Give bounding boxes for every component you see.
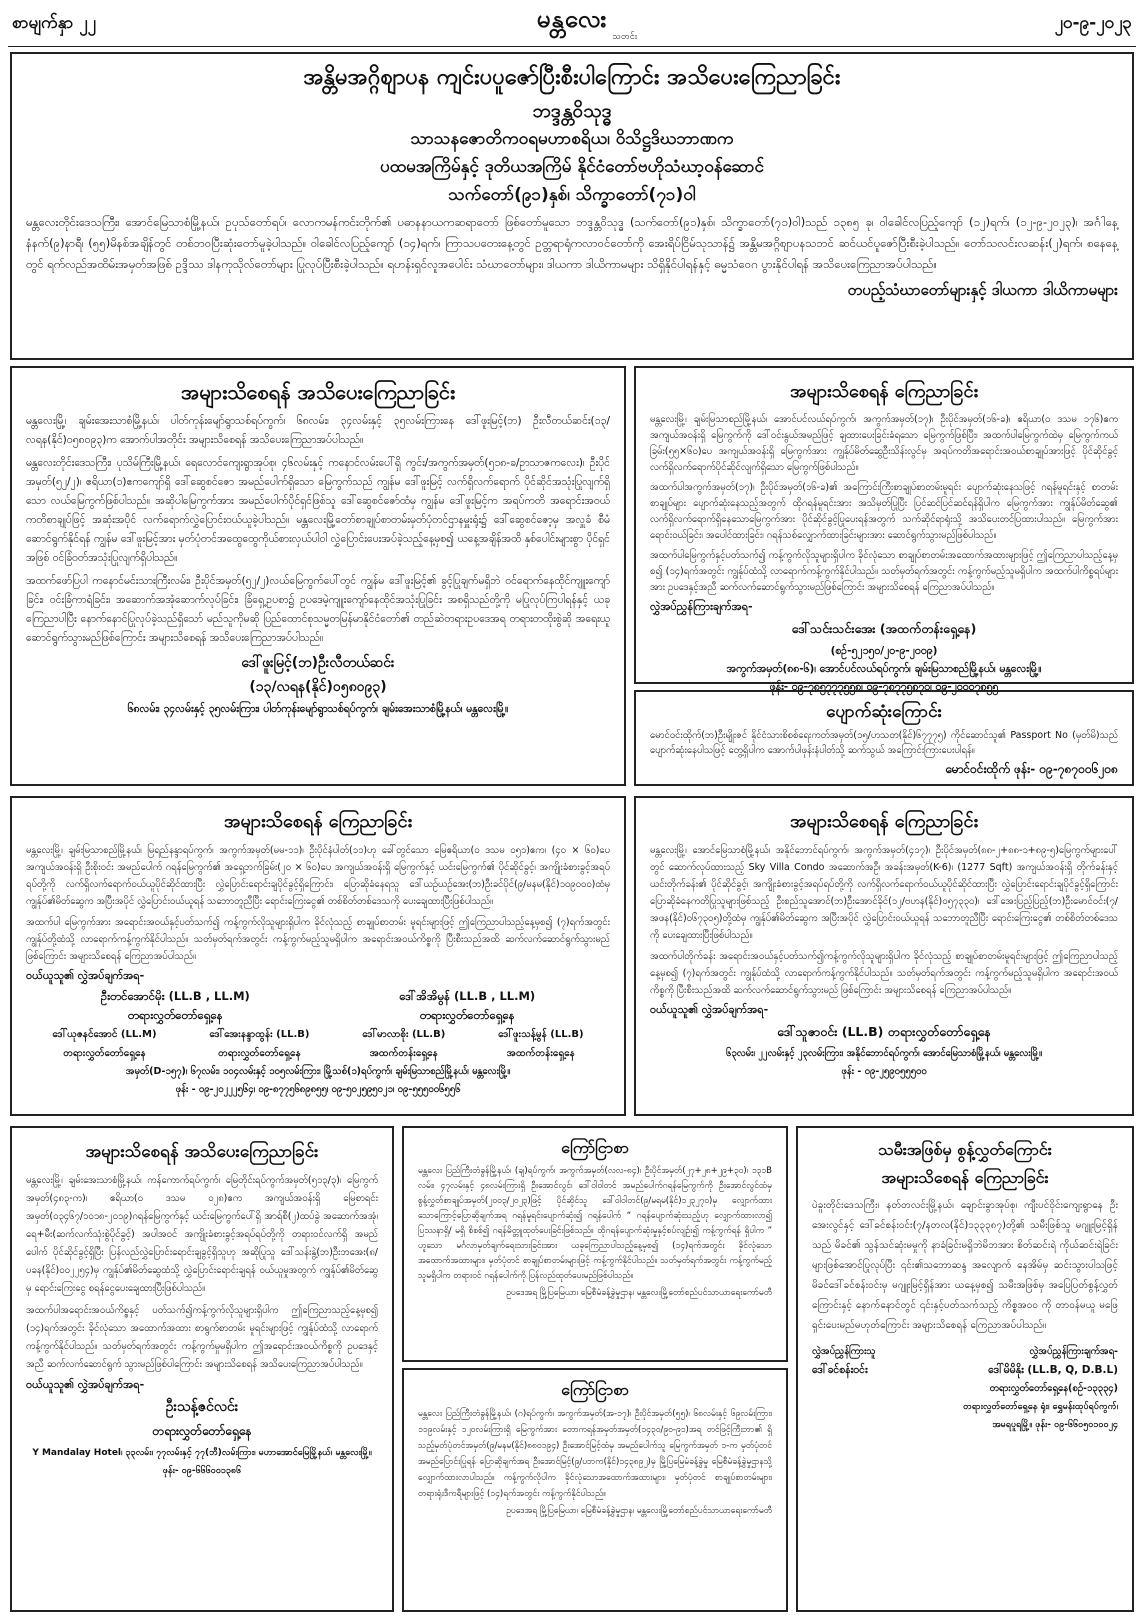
- notice-paragraph: ပဲခူးတိုင်းဒေသကြီး၊ နတ်တလင်းမြို့နယ်၊ ချောင်းခွာအုပ်စု၊ ကျီးပင်ဝိုင်းကျေးရွာနေ ဦးအေးလွင်နှင့် ဒေါ်ခင်စန်းဝင်း(၇/နတလ(နိုင်)၁၃၃၃၈၇)တို့၏ သမီးဖြစ်သူ မဂျူးမြင့်ရှိန်သည် မိခင်၏ သွန်သင်ဆုံးမမှုကို နာခံခြင်းမရှိဘဲမိဘအား စိတ်ဆင်းရဲ ကိုယ်ဆင်းရဲခြင်းများဖြစ်အောင်ပြုလုပ်ပြီး ၎င်း၏သဘောဆန္ဒ အလျောက် နေအိမ်မှ ဆင်းသွားပါသဖြင့် မိခင်ဒေါ်ခင်စန်းဝင်းမှ မဂျူးမြင့်ရှိန်အား ယနေ့မှစ၍ သမီးအဖြစ်မှ အပြေပြတ်စွန့်လွှတ် ကြောင်းနှင့် နောက်နောင်တွင် ၎င်းနှင့်ပတ်သက်သည့် ကိစ္စအဝဝ ကို တာဝန်မယူ မဖြေရှင်းပေးမည်မဟုတ်ကြောင်း အများသိစေရန် ကြေညာအပ်ပါသည်။: [812, 1200, 1118, 1331]
- lawyer-entry: [52, 1025, 156, 1063]
- office-address: အမှတ်(D-၁၅၇)၊ ၆၇လမ်း၊ ၁၀၄လမ်းနှင့် ၁၀၅လမ်းကြား၊ မြို့သစ်(၁)ရပ်ကွက်၊ ချမ်းမြသာစည်မြို့နယ်၊ မန္တလေးမြို့။: [125, 1066, 511, 1077]
- notice-paragraph: အထက်ပါတိုက်ခန်း အရောင်းအဝယ်နှင့်ပတ်သက်၍ကန့်ကွက်လိုသူများရှိပါက ခိုင်လုံသည့် စာချုပ်စာတမ်းမူရင်းများဖြင့် ဤကြေညာပါသည့်နေ့မှစ၍ (၇)ရက်အတွင်း ကျွန်ုပ်ထံသို့ လာရောက်ကန့်ကွက်နိုင်ပါသည်။ သတ်မှတ်ရက်အတွင်း ကန့်ကွက်မည့်သူမရှိပါက အရောင်းအဝယ်ကိစ္စကို ပြီးစီးသည်အထိ ဆက်လက်ဆောင်ရွက်သွားမည် ဖြစ်ကြောင်း အများသိစေရန် ကြေညာအပ်ပါသည်။: [650, 951, 1118, 996]
- lawyer-role: တရားလွှတ်တော်ရှေ့နေ: [218, 1048, 301, 1059]
- signatory-nrc: (၁၃/လရန(နိုင်)၀၅၈၀၉၃): [249, 679, 387, 695]
- notice-paragraph: မောင်ဝင်းထိုက်(ဘ)ဦးမျိုးဇင် နိုင်ငံသားစိစစ်ရေးကတ်အမှတ်(၁၅/ဟသတ(နိုင်)၆၇၇၇၅) ကိုင်ဆောင်သူ၏ Passport No (မှတ်မိ)သည် ပျောက်ဆုံးနေပါသဖြင့် တွေ့ရှိပါက အောက်ပါဖုန်းနံပါတ်သို့ ဆက်သွယ် အကြောင်းကြားပေးပါရန်။: [650, 730, 1118, 756]
- notice-paragraph: မန္တလေးမြို့၊ ချမ်းအေးသာစံမြို့နယ်၊ ပါတ်ကုန်းမျော်ရွာသစ်ရပ်ကွက်၊ ၆၈လမ်း၊ ၃၄လမ်းနှင့် ၃၅လမ်းကြားနေ ဒေါ်ဖူးမြင့်(ဘ) ဦးလီတယ်ဆင်း(၁၃/လရန(နိုင်)၀၅၈၀၉၃)က အောက်ပါအတိုင်း အများသိစေရန် အသိပေးကြေညာအပ်ပါသည်။: [26, 415, 610, 446]
- advert-footer: ဥပဒေအရ မြို့ပြမြေယာ၊ မြေစီမံခန့်ခွဲမှုဌာန၊ မန္တလေးမြို့တော်စည်ပင်သာယာရေးကော်မတီ: [506, 1288, 772, 1298]
- page-number: စာမျက်နှာ ၂၂: [12, 13, 96, 33]
- lawyer-name: ဦးတင်အောင်မိုး (LL.B , LL.M): [100, 989, 250, 1003]
- notice-paragraph: အထက်ပါအရောင်းအဝယ်ကိစ္စနှင့် ပတ်သက်၍ကန့်ကွက်လိုသူများရှိပါက ဤကြေညာသည့်နေ့မှစ၍ (၁၄)ရက်အတွင်း ခိုင်လုံသော အထောက်အထား စာရွက်စာတမ်း မူရင်းများဖြင့် ကျွန်ုပ်ထံသို့ လာရောက်ကန့်ကွက်နိုင်ပါသည်။ သတ်မှတ်ရက်အတွင်း ကန့်ကွက်မှုမရှိပါက ဤအရောင်းအဝယ်ကိစ္စကို ဥပဒေနှင့်အညီ ဆက်လက်ဆောင်ရွက် သွားမည်ဖြစ်ပါကြောင်း အများသိစေရန် အသိပေးကြေညာအပ်ပါသည်။: [26, 1305, 378, 1370]
- lawyer-role: တရားလွှတ်တော်ရှေ့နေ: [63, 1048, 146, 1059]
- funeral-signature: တပည့်သံဃာတော်များနှင့် ဒါယကာ ဒါယိကာမများ: [847, 281, 1118, 299]
- lawyer-entry: [101, 987, 250, 1025]
- page-date: ၂၀-၉-၂၀၂၃: [1054, 13, 1132, 33]
- notice-title: သမီးအဖြစ်မှ စွန့်လွှတ်ကြောင်း: [878, 1140, 1052, 1159]
- notice-title: အများသိစေရန် အသိပေးကြေညာခြင်း: [180, 380, 456, 404]
- advert-title: ကြော်ငြာစာ: [561, 1138, 629, 1157]
- funeral-body: မန္တလေးတိုင်းဒေသကြီး၊ အောင်မြေသာစံမြို့နယ်၊ ဥပုသ်တော်ရပ်၊ လောကမန်ကင်းတိုက်၏ ပဓာနနာယကဆရာတော် ဖြစ်တော်မူသော ဘဒ္ဒန္တဝိသုဒ္ဓ (သက်တော်(၉၁)နှစ်၊ သိက္ခာတော်(၇၁)ဝါ)သည် ၁၃၈၅ ခု၊ ဝါခေါင်လပြည့်ကျော် (၁၂)ရက်၊ (၁၂-၉-၂၀၂၃)၊ အင်္ဂါနေ့ နံနက်(၉)နာရီ၊ (၅၅)မိနစ်အချိန်တွင် တစ်ဘဝပြီးဆုံးတော်မူခဲ့ပါသည်။ ဝါခေါင်လပြည့်ကျော် (၁၄)ရက်၊ ကြာသပတေးနေ့တွင် ဥတ္တရာရုံကလာဝင်တော်ကို အေးရိပ်ငြိမ်သုသာန်၌ အန္တိမအဂ္ဂိစျာပနသဘင် ဆင်ယင်ပူဇော်ပြီးစီးခဲ့ပါသည်။ တော်သလင်းလဆန်း(၂)ရက်၊ စနေနေ့တွင် ရက်လည်အထိမ်းအမှတ်အဖြစ် ဥဒ္ဒိဿ ဒါနကုသိုလ်တော်များ ပြုလုပ်ပြီးစီးခဲ့ပါသည်။ ရဟန်းရှင်လူအပေါင်း သံဃာတော်များ၊ ဒါယကာ ဒါယိကာမများ သိရှိနိုင်ပါရန်နှင့် ဓမ္မသံဝေဂ ပွားနိုင်ပါရန် အသိပေးကြေညာအပ်ပါသည်။: [26, 215, 1118, 271]
- notice-title: အများသိစေရန် ကြေညာခြင်း: [789, 811, 979, 832]
- lawyer-role: တရားလွှတ်တော်ရှေ့နေ: [419, 1008, 515, 1022]
- notice-disown-daughter: [796, 1126, 1134, 1612]
- notice-paragraph: အထက်ပါအကွက်အမှတ်(၁၇)၊ ဦးပိုင်အမှတ်(၁၆-ခ)၏ အကြောင်းကြီးစာချုပ်စာတမ်းမူရင်း ပျောက်ဆုံးနေသဖြင့် ဂရန်မူရင်းနှင့် စာတမ်းစာချုပ်များ ပျောက်ဆုံးနေသည့်အတွက် ထိုဂရန်မူရင်းအား အသိမှတ်ပြုပြီး ပြင်ဆင်ပြင်ဆင်ရန်ရှိပါက မြေကွက်အား ကျွန်ုပ်မိတ်ဆွေ၏ လက်ရှိလက်ရောက်ရှိနေသောမြေကွက်အား ပိုင်ဆိုင်ခွင့်ပြုပေးရန်အတွက် သက်ဆိုင်ရာရုံးသို့ အသိပေးတင်ပြထားပါသည်။ မြေကွက်အား ရောင်းဝယ်ခြင်း၊ အပေါင်ထားခြင်း၊ ဂရန်သစ်လျှောက်ထားခြင်းများအား ဆောင်ရွက်သွားမည်ဖြစ်ပါသည်။: [650, 482, 1118, 541]
- principal-label: လွှဲအပ်ညွှန်ကြားသူ: [812, 1346, 876, 1357]
- lawyer-row: [26, 987, 610, 1025]
- masthead-subtitle: သတင်း: [612, 32, 637, 42]
- notice-paragraph: အထက်ပါမြေကွက်နှင့်ပတ်သက်၍ ကန့်ကွက်လိုသူများရှိပါက ခိုင်လုံသော စာချုပ်စာတမ်းအထောက်အထားများဖြင့် ဤကြေညာပါသည့်နေ့မှစ၍ (၁၄)ရက်အတွင်း ကျွန်ုပ်ထံသို့ လာရောက်ကန့်ကွက်နိုင်ပါသည်။ သတ်မှတ်ရက်အတွင်း ကန့်ကွက်မည့်သူမရှိပါက အထက်ပါကိစ္စရပ်များအား ဥပဒေနှင့်အညီ ဆက်လက်ဆောင်ရွက်သွားမည်ဖြစ်ကြောင်း အများသိစေရန် ကြေညာအပ်ပါသည်။: [650, 550, 1118, 593]
- page-header: [8, 6, 1136, 47]
- notice-title: ပျောက်ဆုံးကြောင်း: [826, 702, 942, 722]
- lawyer-role: အထက်တန်းရှေ့နေ: [369, 1048, 438, 1059]
- lawyer-entry: [498, 1025, 584, 1063]
- lawyer-entry: [209, 1025, 309, 1063]
- lawyer-role: တရားလွှတ်တော်ရှေ့နေ: [152, 1424, 252, 1438]
- authorization-label: ဝယ်ယူသူ၏ လွှဲအပ်ချက်အရ-: [650, 1003, 769, 1016]
- masthead-logo: [497, 6, 647, 42]
- lawyer-name: ဒေါ်မာလာစိုး (LL.B): [362, 1029, 446, 1040]
- funeral-title: အန္တိမအဂ္ဂိစျာပန ကျင်းပပူဇော်ပြီးစီးပါကြောင်း အသိပေးကြေညာခြင်း: [303, 65, 841, 90]
- notice-lost-grant: [634, 366, 1134, 693]
- lawyer-entry: [362, 1025, 445, 1063]
- signature-names: [812, 1361, 1118, 1380]
- authorization-label: လွှဲအပ်ညွှန်ကြားချက်အရ-: [650, 600, 753, 613]
- authorization-label: ဝယ်ယူသူ၏ လွှဲအပ်ချက်အရ-: [26, 1378, 145, 1391]
- signature-labels: [812, 1342, 1118, 1361]
- lawyer-address: အကွက်အမှတ်(၈၈-၆)၊ အောင်ပင်လယ်ရပ်ကွက်၊ ချမ်းမြသာစည်မြို့နယ်၊ မန္တလေးမြို့။: [726, 663, 1042, 675]
- office-phone: ဖုန်း - ၀၉-၂၅၉၀၅၅၅၀၀: [841, 1066, 927, 1077]
- lawyer-name: ဒေါ်ဖူးသန့်မွန် (LL.B): [498, 1029, 584, 1040]
- lawyer-name: ဦးသန့်ဇင်လင်း: [165, 1399, 239, 1415]
- lawyer-entry: [399, 987, 535, 1025]
- advert-body: မန္တလေး ပြည်ကြီးတံခွန်မြို့နယ်၊ (ဂ)ရပ်ကွက်၊ အကွက်အမှတ်(အ-၁၇)၊ ဦးပိုင်အမှတ်(၅၅)၊ ၆၈လမ်းနှင့် ၆၉လမ်းကြား၊ ၁၁၉လမ်းနှင့် ၁၂၀လမ်းကြားရှိ မြေကွက်အား တောကရန်အမှတ်အမှတ်(၁၄၃၀/၉၀-၉၁)အရ တင်ဖြင့်ကြီးဘာ၏ ရှိသည့်မှတ်ပုံတင်အမှတ်(၉/မနမ(နိုင်)၈၈၀၁၉၄) ဦးအောင်မြင့်ထံမှ အမည်ပေါက်သူ မြေကွက်အမှတ် ၁-က မှတ်ပုံတင်အမည်ပြောင်းပြုရန် ပြောဆိုချက်အရ ဦးအောင်မြင့်(၉/ပဘက(နိုင်)၁၄၃၈၉၂)မှ မြို့ပြမြေမံခန့်ခွဲမှု မြေစီမံခန့်ခွဲမှုဌာနသို့ လျှောက်ထားလာပါသည်။ ကန့်ကွက်လိုပါက ခိုင်လုံသောအထောက်အထားများ၊ မှတ်ပုံတင် စာချုပ်စာတမ်းများ၊ တရားရုံးဒီကရီများဖြင့် (၁၄)ရက်အတွင်း ကန့်ကွက်နိုင်ပါသည်။: [418, 1409, 772, 1499]
- notice-title: အများသိစေရန် ကြေညာခြင်း: [789, 381, 979, 402]
- lawyer-role: တရားလွှတ်တော်ရှေ့နေ(စဉ်-၁၃၃၃၄): [989, 1383, 1118, 1394]
- notice-paragraph: မန္တလေးမြို့၊ ချမ်းမြသာစည်မြို့နယ်၊ အောင်ပင်လယ်ရပ်ကွက်၊ အကွက်အမှတ်(၁၇)၊ ဦးပိုင်အမှတ်(၁၆-ခ)၊ ဧရိယာ(၀ ဒသမ ၁၇၆)ဧက အကျယ်အဝန်းရှိ မြေကွက်ကို ဒေါ်ဝင်းနွယ်အမည်ဖြင့် ချထားပေးခြင်းခံရသော မြေကွက်ဖြစ်ပြီး၊ အထက်ပါမြေကွက်ထဲမှ မြေကွက်ကယ်ခြမ်း(၅၅×၆၀)ပေ အကျယ်အဝန်းရှိ မြေကွက်အား ကျွန်ုပ်မိတ်ဆွေဦးသိန်းလွင်မှ အရပ်ကတိအရောင်းအဝယ်စာချုပ်အားဖြင့် ပိုင်ဆိုင်ခွင့် လက်ရှိလက်ရောက်ပိုင်ဆိုင်လျက်ရှိသော မြေကွက်ဖြစ်ပါသည်။: [650, 414, 1118, 473]
- notice-paragraph: အထက်ပါ မြေကွက်အား အရောင်းအဝယ်နှင့်ပတ်သက်၍ ကန့်ကွက်လိုသူများရှိပါက ခိုင်လုံသည့် စာချုပ်စာတမ်း မူရင်းများဖြင့် ဤကြေညာပါသည့်နေ့မှစ၍ (၇)ရက်အတွင်း ကျွန်ုပ်တို့ထံသို့ လာရောက်ကန့်ကွက်နိုင်ပါသည်။ သတ်မှတ်ရက်အတွင်း ကန့်ကွက်မည့်သူမရှိပါက အရောင်းအဝယ်ကိစ္စကို ပြီးစီးသည်အထိ ဆက်လက်ဆောင်ရွက်သွားမည်ဖြစ်ကြောင်း အများသိစေရန် ကြေညာအပ်ပါသည်။: [26, 917, 610, 962]
- principal-name: ဒေါ်ခင်စန်းဝင်း: [812, 1364, 868, 1376]
- signatory-name: ဒေါ်ဖူးမြင့်(ဘ)ဦးလီတယ်ဆင်း: [241, 655, 395, 671]
- notice-subtitle: အများသိစေရန် ကြေညာခြင်း: [881, 1168, 1049, 1187]
- office-address: ၆၃လမ်း၊ ၂၂လမ်းနှင့် ၂၃လမ်းကြား၊ အနိုင်ဘောင်ရပ်ကွက်၊ အောင်မြေသာစံမြို့နယ်၊ မန္တလေးမြို့။: [726, 1048, 1042, 1059]
- lawyer-id: (စဉ်-၅၂၁၅၀/၂၀-၉-၂၀၀၉): [830, 645, 938, 657]
- notice-paragraph: မန္တလေးမြို့၊ ချမ်းမြသာစည်မြို့နယ်၊ မြရည်နန္ဒာရပ်ကွက်၊ အကွက်အမှတ်(မမ-၁၁)၊ ဦးပိုင်နံပါတ်(၁၁)ဟု ခေါ်တွင်သော မြေဧရိယာ(၀ ဒသမ ၀၅၁)ဧက၊ (၄၀ × ၆၀)ပေ အကျယ်အဝန်းရှိ ဦးစိုးဝင်း အမည်ပေါက် ဂရန်မြေကွက်၏ အရှေ့ဘက်ခြမ်း(၂၀ × ၆၀)ပေ အကျယ်အဝန်းရှိ မြေကွက်နှင့် ယင်းမြေကွက်၏ ပိုင်ဆိုင်ခွင့်၊ အကျိုးခံစားခွင့်အရပ်ရပ်တို့ကို လက်ရှိလက်ရောက်ဝယ်ယူပိုင်ဆိုင်ထားပြီး လွှဲပြောင်းရောင်းချပိုင်ခွင့်ရှိကြောင်း၊ ပြောဆိုခံနေရသူ ဒေါ်ယဉ်ယဉ်အေး(ဘ)ဦးခင်ပိုင်(၉/မနမ(နိုင်)၁၀၉၀၀၀)ထံမှ ကျွန်ုပ်၏မိတ်ဆွေက အပြီးအပိုင် လွှဲပြောင်းဝယ်ယူရန် သဘောတူညီပြီး ရောင်းကြေးငွေ၏ တစ်စိတ်တစ်ဒေသကို ပေးချေထားပြီးဖြစ်ပါသည်။: [26, 845, 610, 907]
- lawyer-name: ဒေါ်အိအိမွန် (LL.B , LL.M): [399, 989, 536, 1003]
- signatory-address: ၆၈လမ်း၊ ၃၄လမ်းနှင့် ၃၅လမ်းကြား၊ ပါတ်ကုန်းမျော်ရွာသစ်ရပ်ကွက်၊ ချမ်းအေးသာစံမြို့နယ်၊ မန္တလေးမြို့။: [127, 703, 509, 715]
- advert-title: ကြော်ငြာစာ: [561, 1380, 629, 1399]
- authorization-label: လွှဲအပ်ညွှန်ကြားချက်အရ-: [1029, 1346, 1118, 1357]
- notice-title: အများသိစေရန် ကြေညာခြင်း: [223, 811, 413, 832]
- funeral-announcement: [10, 52, 1134, 360]
- lawyer-name: ဒေါ်သင်းသင်းအေး (အထက်တန်းရှေ့နေ): [791, 621, 977, 636]
- notice-paragraph: အထက်ဖော်ပြပါ ကနောင်မင်းသားကြီးလမ်း၊ ဦးပိုင်အမှတ်(၅၂/၂)လယ်မြေကွက်ပေါ်တွင် ကျွန်မ ဒေါ်ဖူးမြင့်၏ ခွင့်ပြုချက်မရှိဘဲ ဝင်ရောက်နေထိုင်ကျူးကျော်ခြင်း၊ ဝင်းခြံကာရံခြင်း၊ အဆောက်အအုံဆောက်လုပ်ခြင်း၊ ခြံရှေ့ဥပစာ၌ ဥပဒေမဲ့ကျူးကျော်နေထိုင်အသုံးပြုခြင်း အစရှိသည်တို့ကို မပြုလုပ်ကြပါရန်နှင့် ယခုကြေညာပါပြီး နောက်နောင်ပြုလုပ်ခဲ့သည်ရှိသော် မည်သူကိုမဆို ပြည်ထောင်စုသမ္မတမြန်မာနိုင်ငံတော်၏ တည်ဆဲတရားဥပဒေအရ တရားတထိုးစွဲဆို အရေးယူဆောင်ရွက်သွားမည်ဖြစ်ကြောင်း အများသိစေရန် အသိပေးကြေညာအပ်ပါသည်။: [26, 575, 610, 644]
- lawyer-role: အထက်တန်းရှေ့နေ: [506, 1048, 575, 1059]
- notice-title: အများသိစေရန် အသိပေးကြေညာခြင်း: [85, 1142, 319, 1162]
- notice-lost-passport: [634, 690, 1134, 786]
- lawyer-name: ဒေါ်အေးနန္ဒာထွန်း (LL.B): [209, 1029, 310, 1040]
- office-address: တရားလွှတ်တော်ရှေ့နေ ရုံး၊ ရွှေမန်းထုပ်ရပ်ကွက်၊: [963, 1402, 1118, 1412]
- lawyer-role: တရားလွှတ်တော်ရှေ့နေ: [127, 1008, 223, 1022]
- advert-name-transfer: [402, 1368, 788, 1612]
- notice-paragraph: မန္တလေးမြို့၊ အောင်မြေသာစံမြို့နယ်၊ အနိုင်ဘောင်ရပ်ကွက်၊ အကွက်အမှတ်(၄၁၇)၊ ဦးပိုင်အမှတ်(၈၈-၂+၈၈-၁+၈၉-၅)မြေကွက်များပေါ်တွင် ဆောက်လုပ်ထားသည့် Sky Villa Condo အဆောက်အဦ၊ အခန်းအမှတ်(K-6)၊ (1277 Sqft) အကျယ်အဝန်းရှိ တိုက်ခန်းနှင့် ယင်းတိုက်ခန်း၏ ပိုင်ဆိုင်ခွင့်၊ အကျိုးခံစားခွင့်အရပ်ရပ်တို့ကို လက်ရှိလက်ရောက်ဝယ်ယူပိုင်ဆိုင်ထားပြီး လွှဲပြောင်းရောင်းချပိုင်ခွင့်ရှိကြောင်း ပြောဆိုခံနေကတိပြုသူများဖြစ်သည့် ဦးစည်သူအောင်(ဘ)ဦးအောင်ခိုင်(၁၂/ဗဟန(နိုင်)၀၅၇၃၃၀)၊ ဒေါ်အေးပြည့်ပြည့်(ဘ)ဦးမောင်ဝင်း(၇/အဖန(နိုင်)၀၆၇၃၀၅)တို့ထံမှ ကျွန်ုပ်၏မိတ်ဆွေက အပြီးအပိုင် လွှဲပြောင်းဝယ်ယူရန် သဘောတူညီပြီး ရောင်းကြေးငွေ၏ တစ်စိတ်တစ်ဒေသကို ပေးချေထားပြီးဖြစ်ပါသည်။: [650, 845, 1118, 941]
- monk-title-line-2: ပထမအကြိမ်နှင့် ဒုတိယအကြိမ် နိုင်ငံတော်ဗဟိုသံဃာ့ဝန်ဆောင်: [380, 157, 764, 177]
- lawyer-phone: ဖုန်း- ၀၉-၇၈၅၇၇၇၅၅၈၊ ၀၉-၇၈၇၇၅၈၇၀၊ ၀၉-၂၀၀၀၇၈၅၅: [769, 681, 999, 693]
- notice-house-sale: [10, 1126, 394, 1612]
- advert-grant-reissue: [402, 1126, 788, 1362]
- notice-paragraph: မန္တလေးတိုင်းဒေသကြီး၊ ပုသိမ်ကြီးမြို့နယ်၊ ရေလောင်ကျေးရွာအုပ်စု၊ ၄၆လမ်းနှင့် ကနောင်လမ်းပေါ်ရှိ ကွင်း/အကွက်အမှတ်(၅၁၈-ခ/ဥာသာဇကလေး)၊ ဦးပိုင်အမှတ်(၅၂/၂)၊ ဧရိယာ(၁)ဧကကျော်ရှိ ဒေါ်ဆွေစင်ဇော အမည်ပေါက်ရှိသော မြေကွက်သည် ကျွန်မ ဒေါ်ဖူးမြင့် လက်ရှိလက်ရောက် ပိုင်ဆိုင်အသုံးပြုလျက်ရှိသော လယ်မြေကွက်ဖြစ်ပါသည်။ အဆိုပါမြေကွက်အား အမည်ပေါက်ပိုင်ရှင်ဖြစ်သူ ဒေါ်ဆွေစင်ဇော်ထံမှ ကျွန်မ ဒေါ်ဖူးမြင့်က အရပ်ကတိ အရောင်းအဝယ်ကတိစာချုပ်ဖြင့် အဆုံးအပိုင် လက်ရောက်လွှဲပြောင်းဝယ်ယူခဲ့ပါသည်။ မန္တလေးမြို့တော်စာချုပ်စာတမ်းမှတ်ပုံတင်ဌာနမှူးရုံး၌ ဒေါ်ဆွေစင်ဇော့မှ အလှူခံ စီမံဆောင်ရွက်နိုင်ရန် ကျွန်မ ဒေါ်ဖူးမြင့်အား မှတ်ပုံတင်အထွေထွေကိုယ်စားလှယ်ပါဝါ လွှဲပြောင်းပေးအပ်ခဲ့သည့်နေ့မှစ၍ ယနေ့အချိန်အထိ နှစ်ပေါင်းများစွာ ပိုင်ရှင်အဖြစ် ဝင်ခြံဝတ်အသုံးပြုလျက်ရှိပါသည်။: [26, 457, 610, 564]
- notice-land-sale: [10, 796, 626, 1116]
- office-address: Y Mandalay Hotel၊ ၃၃လမ်း၊ ၇၇လမ်းနှင့် ၇၇(ဘီ)လမ်းကြား၊ မဟာအောင်မြေမြို့နယ်၊ မန္တလေးမြို့။ ဖုန်း- ၀၉-၆၆၆၀၀၁၃၈၆: [32, 1448, 372, 1476]
- lawyer-name: ဒေါ်ယုဇနင်အောင် (LL.M): [52, 1029, 157, 1040]
- owner-contact: မောင်ဝင်းထိုက် ဖုန်း- ၀၉-၇၈၇၀၀၆၂၀၈: [945, 762, 1118, 776]
- monk-name: ဘဒ္ဒန္တဝိသုဒ္ဓ: [532, 100, 612, 122]
- advert-footer: ဥပဒေအရ မြို့ပြမြေယာ၊ မြေစီမံခန့်ခွဲမှုဌာန၊ မန္တလေးမြို့တော်စည်ပင်သာယာရေးကော်မတီ: [506, 1506, 772, 1516]
- masthead-title: မန္တလေး: [536, 5, 608, 33]
- lawyer-name: ဒေါ်သူဇာဝင်း (LL.B) တရားလွှတ်တော်ရှေ့နေ: [777, 1024, 991, 1039]
- notice-condo-sale: [634, 796, 1134, 1116]
- notice-land-claim: [10, 366, 626, 786]
- authorization-label: ဝယ်ယူသူ၏ လွှဲအပ်ချက်အရ-: [26, 969, 145, 982]
- lawyer-row: [26, 1025, 610, 1063]
- notice-paragraph: မန္တလေးမြို့၊ ချမ်းအေးသာစံမြို့နယ်၊ ကန်ကောက်ရပ်ကွက်၊ မြေတိုင်းရပ်ကွက်အမှတ်(၅၁၃/၃)၊ မြေကွက်အမှတ်(၄၈၃-က)၊ ဧရိယာ(၀ ဒသမ ၀၂၈)ဧက အကျယ်အဝန်းရှိ မြေစာရင်းအမှတ်(၀၃၄၆၇/၁၀၁၈-၂၀၁၉)ဂရန်မြေကွက်နှင့် ယင်းမြေကွက်ပေါ်ရှိ အာရ်စီ(၂)ထပ်ခွဲ အဆောက်အအုံ၊ ရေ+မီး(ဆက်လက်သုံးစွဲပိုင်ခွင့်) အပါအဝင် အကျိုးခံစားခွင့်အရပ်ရပ်တို့ကို တရားဝင်လက်ရှိ အမည်ပေါက် ပိုင်ဆိုင်ခွင့်ရှိပြီး ပြန်လည်လွှဲပြောင်းရောင်းချခွင့်ရှိသူဟု အဆိုပြုသူ ဒေါ်သန်းနွဲ့(ဘ)ဦးဘအေး(၈/ပခန(နိုင်)၀၀၂၂၅၄)မှ ကျွန်ုပ်၏မိတ်ဆွေထံသို့ လွှဲပြောင်းရောင်းချရန် ဝယ်ယူမှုအတွက် ကျွန်ုပ်၏မိတ်ဆွေမှ ရောင်းကြေးငွေ စရန်ငွေပေးချေထားပြီးဖြစ်ပါသည်။: [26, 1175, 378, 1294]
- lawyer-name: ဒေါ်မိမိနိုး (LL.B, Q, D.B.L): [988, 1364, 1118, 1376]
- office-phone: ဖုန်း - ၀၉-၂၀၂၂၂၅၆၄၊ ၀၉-၈၇၇၅၆၈၉၈၅၅၊ ၀၉-၅၀၂၅၉၅၀၂၁၊ ၀၉-၅၅၅၀၀၆၅၅၆: [175, 1084, 461, 1095]
- advert-body: မန္တလေး ပြည်ကြီးတံခွန်မြို့နယ်၊ (ချ)ရပ်ကွက်၊ အကွက်အမှတ်(လလ-၈၄)၊ ဦးပိုင်အမှတ်(၂၇+၂၈+၂၉+၃၀)၊ ၁၃၁B လမ်း၊ ၄၇လမ်းနှင့် ၄၈လမ်းကြားရှိ ဦးအောင်လွင်၊ ဒေါ်ဝါဝါတင် အမည်ပေါက်ဂရန်မြေကွက်ကို ဦးအောင်လွင်ထံမှ စွန့်လွှတ်စာချုပ်အမှတ်(၂၀၀၃/၂၀၂၃)ဖြင့် ပိုင်ဆိုင်သူ ဒေါ်ဝါဝါတင်(၉/မရမ(နိုင်)၁၂၃၂၇၀)မှ လျှောက်ထားသောကြောင့်ပြောဆိုချက်အရ ဂရန်မူရင်းပျောက်ဆုံး၍ ဂရန်ပေါက် “ ဂရန်ပျောက်ဆုံးသည့်ဟု လျှောက်ထားလာ၍ ပြဿနာရှိ/ မရှိ စိစစ်၍ ဂရန်မိတ္တူထုတ်ပေးခြင်းဖြစ်သည်။ ထိုဂရန်ပျောက်ဆုံးမှုနှင့်စပ်လျဉ်း၍ ကန့်ကွက်ရန် ရှိပါက ” ဟူသော မင်္ဂလာမှတ်ချက်ရေးသားခြင်းအား ယခုကြေညာပါသည့်နေ့မှစ၍ (၁၄)ရက်အတွင်း ခိုင်လုံသောအထောက်အထားများ၊ မှတ်ပုံတင် စာချုပ်စာတမ်းများဖြင့် ကန့်ကွက်နိုင်ပါသည်။ သတ်မှတ်ရက်အတွင်း ကန့်ကွက်မည့်သူမရှိပါက တရားဝင် ဂရန်ပေါက်ကို ပြန်လည်ထုတ်ပေးမည်ဖြစ်ပါသည်။: [418, 1166, 772, 1281]
- monk-age-line: သက်တော်(၉၁)နှစ်၊ သိက္ခာတော်(၇၁)ဝါ: [448, 185, 696, 205]
- office-phone: အမရပူရမြို့။ ဖုန်း- ၀၉-၆၆၀၅၀၁၀၀၂၄: [992, 1420, 1118, 1430]
- monk-title-line-1: သာသနဇောတိကဝရမဟာစရိယ၊ ဝိသိဋ္ဌဒိဃဘာဏက: [410, 129, 734, 149]
